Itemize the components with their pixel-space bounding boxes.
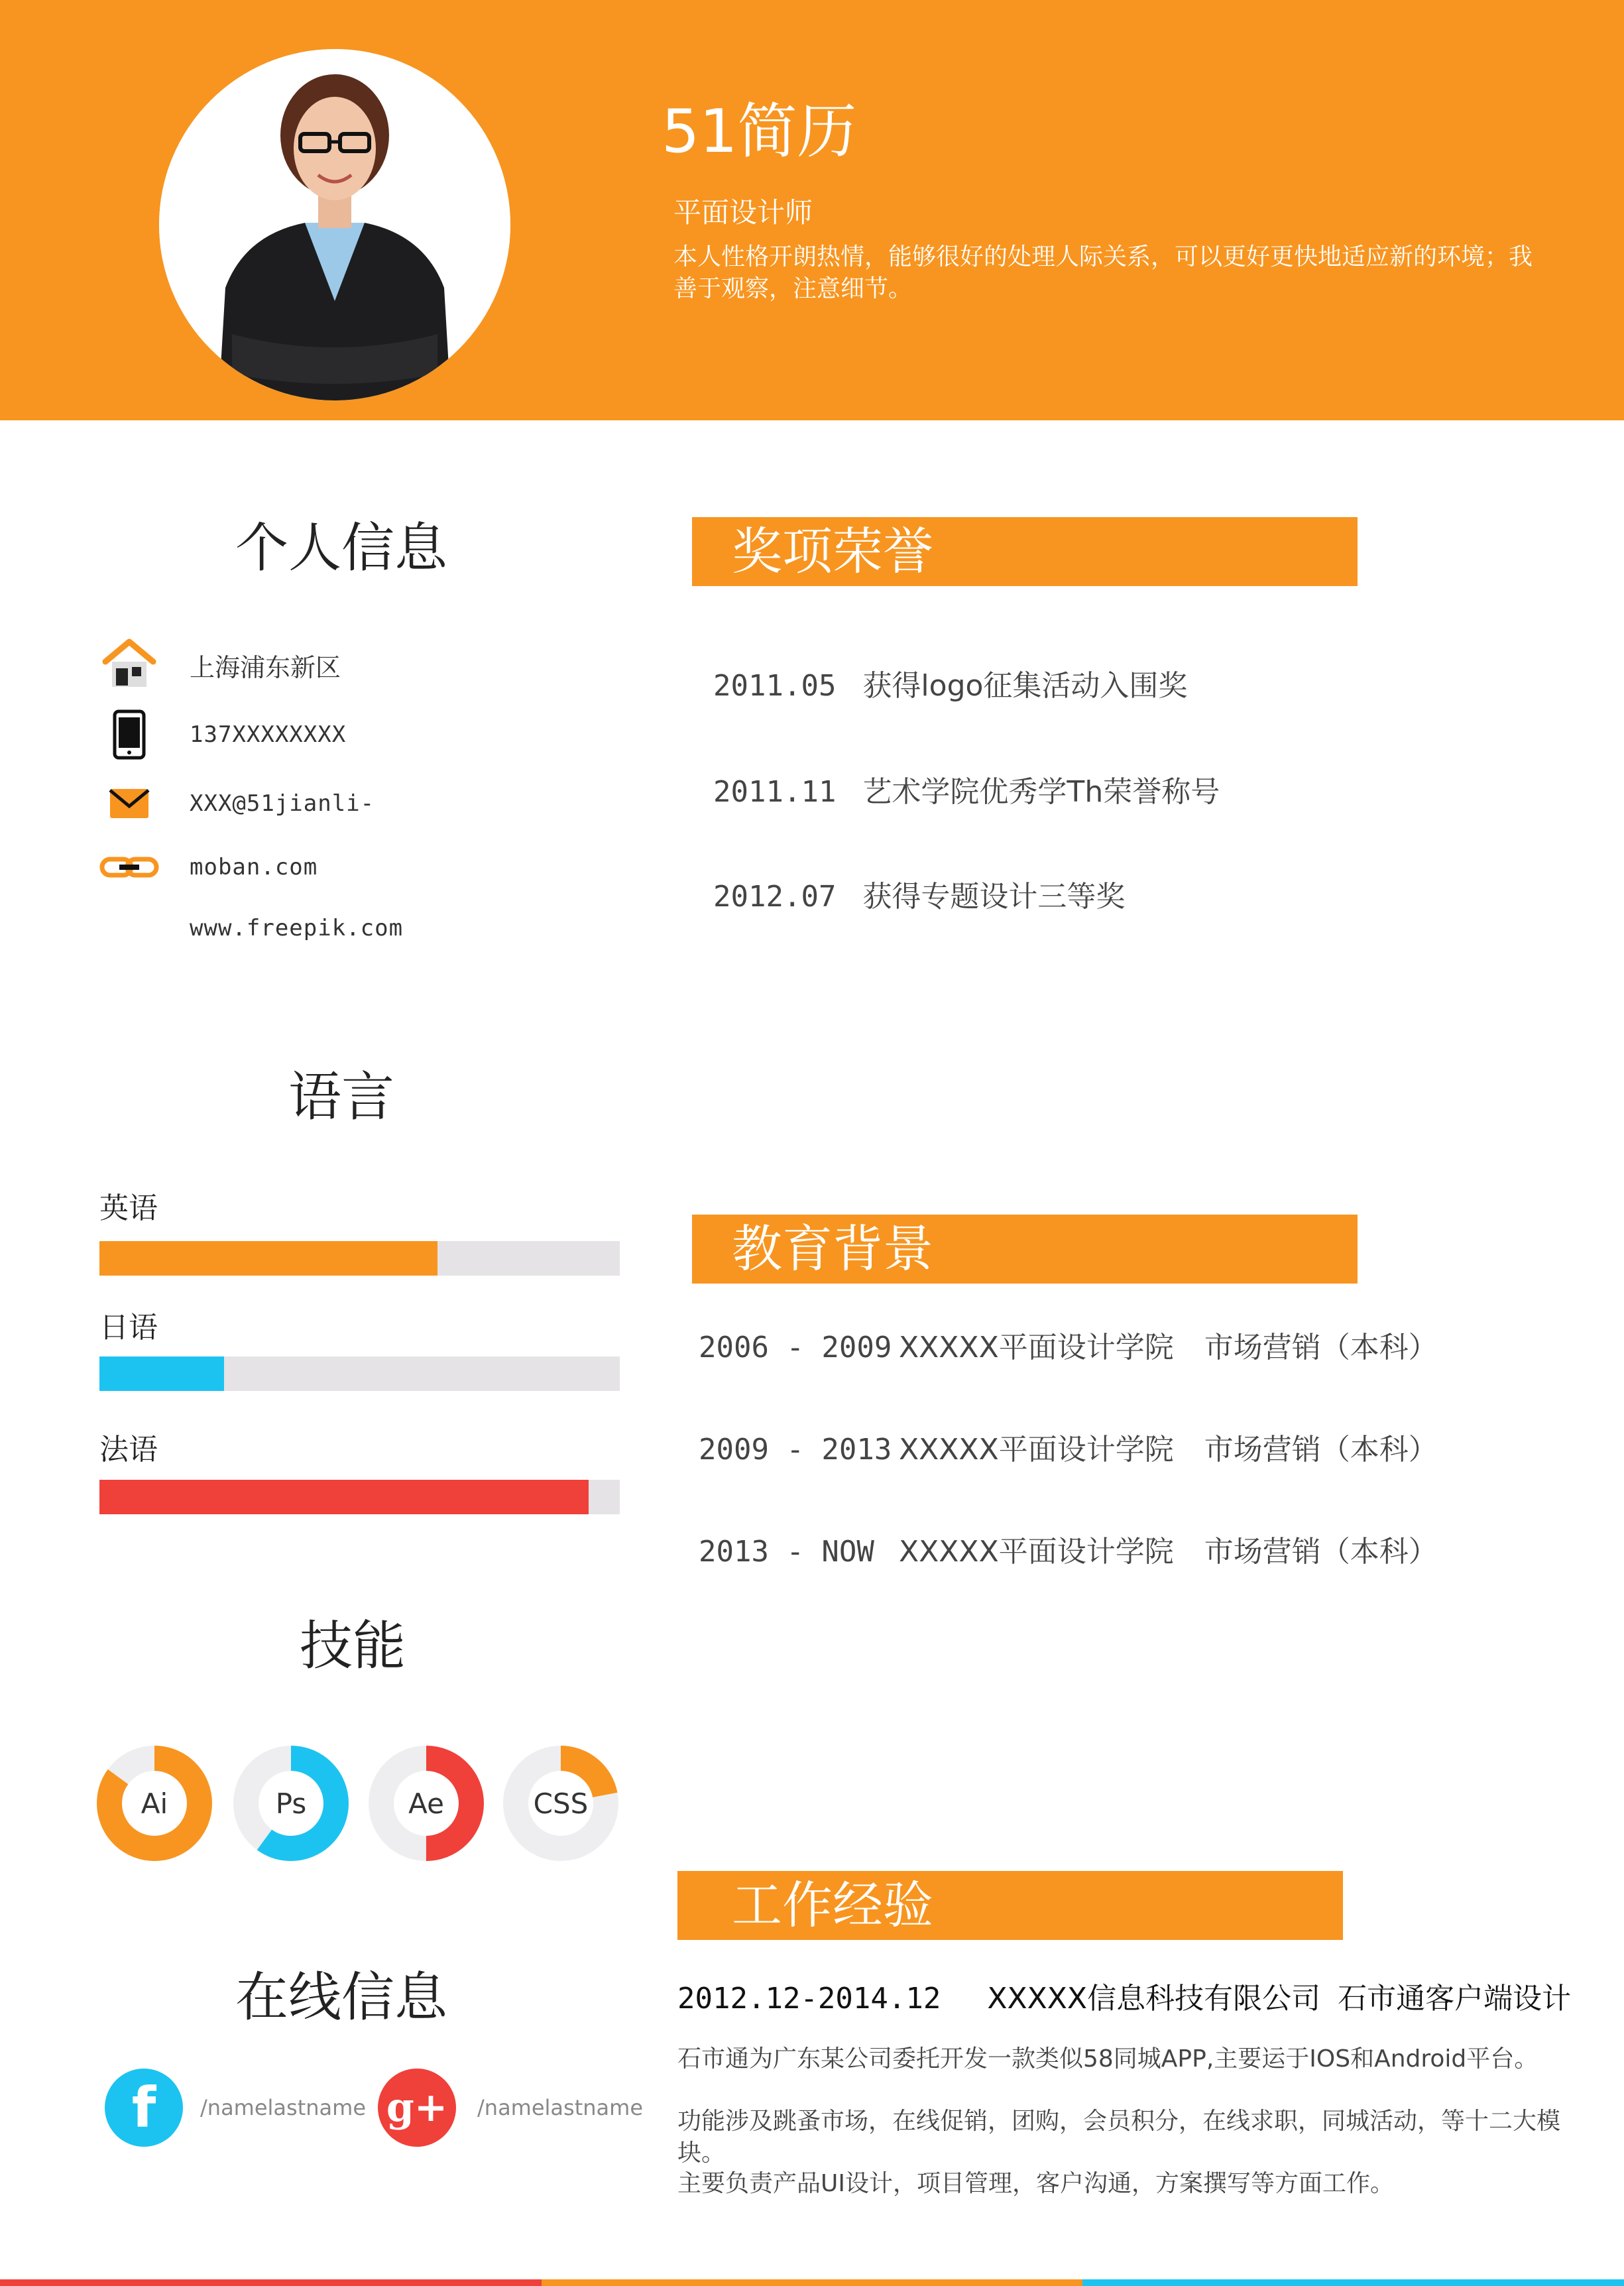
home-icon [99,636,159,690]
link-row [99,841,318,894]
awards-banner [692,517,1358,586]
work-entry-header [677,1974,1571,2017]
work-description-2: 功能涉及跳蚤市场，在线促销，团购，会员积分，在线求职，同城活动，等十二大模块。 [677,2108,1561,2167]
skill-label: Ps [275,1787,307,1820]
phone-row [99,708,347,761]
phone-text: 137XXXXXXXX [190,721,347,748]
education-school: XXXXX平面设计学院 [899,1331,1174,1364]
self-introduction: 本人性格开朗热情，能够很好的处理人际关系，可以更好更快地适应新的环境；我善于观察，注意细节。 [673,243,1533,302]
work-banner [677,1871,1343,1940]
google-plus-icon[interactable]: g+ [378,2069,456,2147]
address-row [99,636,341,690]
language-label-french: 法语 [99,1433,158,1467]
skill-label: Ai [141,1787,168,1820]
strip-blue [1082,2279,1624,2286]
language-label-english: 英语 [99,1191,158,1225]
education-item [699,1323,1438,1366]
person-photo-icon [159,49,510,400]
strip-red [0,2279,542,2286]
education-years: 2013 - NOW [699,1535,874,1569]
avatar [159,49,510,400]
language-bar-fill [99,1480,589,1514]
online-info-heading: 在线信息 [235,1966,447,2028]
mail-icon [99,777,159,830]
language-bar-french [99,1480,620,1514]
language-bar-japanese [99,1356,620,1391]
resume-name: 51简历 [662,97,857,166]
award-text: 获得专题设计三等奖 [862,880,1126,914]
phone-icon [99,708,159,761]
education-school: XXXXX平面设计学院 [899,1535,1174,1569]
award-item [713,662,1187,704]
language-heading: 语言 [288,1066,394,1128]
education-major: 市场营销（本科） [1204,1433,1438,1467]
language-bar-english [99,1241,620,1276]
language-bar-fill [99,1241,437,1276]
link-text-2[interactable]: www.freepik.com [190,915,404,941]
award-year: 2012.07 [713,880,837,914]
work-description-1: 石市通为广东某公司委托开发一款类似58同城APP,主要运于IOS和Android平台。 [677,2045,1538,2073]
bottom-color-strip [0,2279,1624,2286]
language-bar-fill [99,1356,224,1391]
link-icon [99,841,159,894]
language-label-japanese: 日语 [99,1311,158,1345]
award-item [713,872,1125,915]
work-heading: 工作经验 [732,1876,933,1935]
work-project: 石市通客户端设计 [1338,1982,1572,2015]
education-years: 2009 - 2013 [699,1433,892,1467]
skill-label: Ae [408,1787,444,1820]
education-school: XXXXX平面设计学院 [899,1433,1174,1467]
header-banner [0,0,1624,420]
google-plus-handle[interactable]: /namelastname [477,2095,643,2120]
email-row [99,777,375,830]
work-description-3: 主要负责产品UI设计，项目管理，客户沟通，方案撰写等方面工作。 [677,2170,1394,2197]
skill-ring-ps [233,1745,349,1862]
award-item [713,768,1220,810]
award-text: 获得logo征集活动入围奖 [862,669,1188,703]
award-year: 2011.11 [713,775,837,809]
education-banner [692,1215,1358,1284]
link-text-1[interactable]: moban.com [190,854,318,880]
award-year: 2011.05 [713,669,837,703]
skill-ring-css [502,1745,619,1862]
awards-heading: 奖项荣誉 [732,522,933,581]
education-item [699,1528,1438,1570]
skill-ring-ai [96,1745,213,1862]
personal-info-heading: 个人信息 [235,517,447,579]
skill-label: CSS [533,1787,589,1820]
address-text: 上海浦东新区 [190,653,341,682]
work-period: 2012.12-2014.12 [677,1982,941,2015]
education-item [699,1425,1438,1468]
work-company: XXXXX信息科技有限公司 [987,1982,1321,2015]
education-heading: 教育背景 [732,1219,933,1278]
education-major: 市场营销（本科） [1204,1331,1438,1364]
education-years: 2006 - 2009 [699,1331,892,1364]
facebook-icon[interactable]: f [105,2069,183,2147]
education-major: 市场营销（本科） [1204,1535,1438,1569]
facebook-handle[interactable]: /namelastname [200,2095,366,2120]
award-text: 艺术学院优秀学Th荣誉称号 [862,775,1220,809]
skill-ring-ae [368,1745,485,1862]
job-title: 平面设计师 [673,196,813,229]
email-text: XXX@51jianli- [190,790,375,817]
strip-orange [542,2279,1083,2286]
skills-heading: 技能 [300,1615,406,1677]
